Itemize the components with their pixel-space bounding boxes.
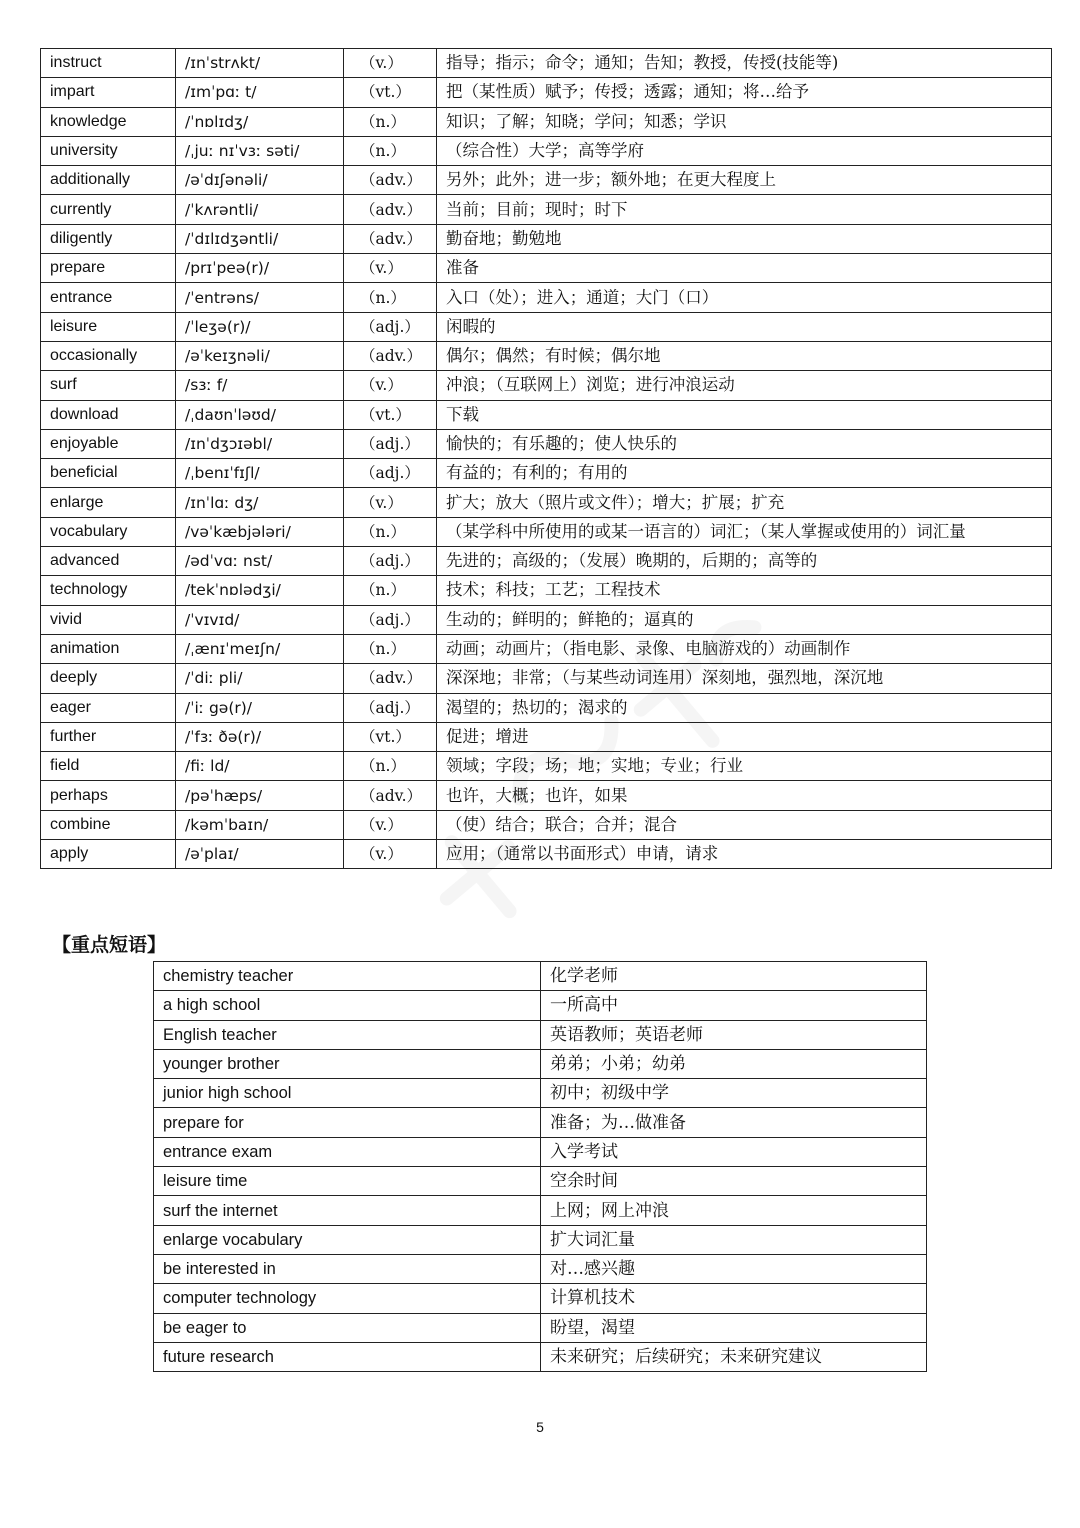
vocab-definition: 也许，大概；也许，如果 (437, 781, 1052, 810)
vocab-definition: 应用；（通常以书面形式）申请，请求 (437, 840, 1052, 869)
vocab-word: additionally (41, 166, 176, 195)
vocab-phonetic: /ˌbenɪˈfɪʃl/ (176, 459, 344, 488)
vocab-definition: 勤奋地；勤勉地 (437, 224, 1052, 253)
vocab-definition: 扩大；放大（照片或文件）；增大；扩展；扩充 (437, 488, 1052, 517)
vocab-part-of-speech: （adv.） (344, 195, 437, 224)
vocabulary-row (41, 576, 1052, 605)
vocabulary-row (41, 605, 1052, 634)
vocab-definition: 入口（处）；进入；通道；大门（口） (437, 283, 1052, 312)
vocab-definition: （使）结合；联合；合并；混合 (437, 810, 1052, 839)
phrase-english: a high school (154, 991, 541, 1020)
phrase-chinese: 英语教师；英语老师 (541, 1020, 927, 1049)
phrase-row (154, 1284, 927, 1313)
vocab-word: technology (41, 576, 176, 605)
vocab-phonetic: /ˈfɜː ðə(r)/ (176, 722, 344, 751)
phrase-row (154, 1225, 927, 1254)
phrase-row (154, 1020, 927, 1049)
vocab-phonetic: /prɪˈpeə(r)/ (176, 254, 344, 283)
phrase-chinese: 对…感兴趣 (541, 1254, 927, 1283)
vocabulary-table-body (41, 49, 1052, 869)
vocab-phonetic: /sɜː f/ (176, 371, 344, 400)
vocab-word: deeply (41, 664, 176, 693)
phrase-row (154, 1342, 927, 1371)
phrase-chinese: 准备；为…做准备 (541, 1108, 927, 1137)
vocab-definition: 愉快的；有乐趣的；使人快乐的 (437, 429, 1052, 458)
vocab-phonetic: /ˌænɪˈmeɪʃn/ (176, 634, 344, 663)
phrase-english: be eager to (154, 1313, 541, 1342)
vocab-phonetic: /ˈnɒlɪdʒ/ (176, 107, 344, 136)
vocab-phonetic: /vəˈkæbjələri/ (176, 517, 344, 546)
vocab-definition: （综合性）大学；高等学府 (437, 136, 1052, 165)
vocab-word: enlarge (41, 488, 176, 517)
vocab-part-of-speech: （adj.） (344, 312, 437, 341)
vocab-word: vocabulary (41, 517, 176, 546)
vocab-part-of-speech: （vt.） (344, 400, 437, 429)
vocabulary-row (41, 195, 1052, 224)
phrase-english: surf the internet (154, 1196, 541, 1225)
phrase-chinese: 扩大词汇量 (541, 1225, 927, 1254)
vocabulary-row (41, 488, 1052, 517)
vocabulary-row (41, 517, 1052, 546)
vocabulary-row (41, 722, 1052, 751)
vocab-part-of-speech: （v.） (344, 488, 437, 517)
vocab-definition: 先进的；高级的；（发展）晚期的，后期的；高等的 (437, 547, 1052, 576)
phrase-english: computer technology (154, 1284, 541, 1313)
vocabulary-row (41, 371, 1052, 400)
vocab-phonetic: /ˈvɪvɪd/ (176, 605, 344, 634)
vocab-part-of-speech: （v.） (344, 840, 437, 869)
vocab-part-of-speech: （v.） (344, 810, 437, 839)
phrase-chinese: 化学老师 (541, 962, 927, 991)
vocab-word: apply (41, 840, 176, 869)
phrase-chinese: 入学考试 (541, 1137, 927, 1166)
vocab-phonetic: /fiː ld/ (176, 752, 344, 781)
vocab-part-of-speech: （n.） (344, 634, 437, 663)
vocabulary-row (41, 781, 1052, 810)
phrases-table-body (154, 962, 927, 1372)
vocab-word: advanced (41, 547, 176, 576)
vocabulary-row (41, 78, 1052, 107)
vocab-word: beneficial (41, 459, 176, 488)
phrase-row (154, 1079, 927, 1108)
vocabulary-row (41, 459, 1052, 488)
vocab-part-of-speech: （adv.） (344, 166, 437, 195)
vocab-phonetic: /ɪmˈpɑː t/ (176, 78, 344, 107)
phrase-row (154, 991, 927, 1020)
vocab-phonetic: /əˈdɪʃənəli/ (176, 166, 344, 195)
phrase-english: leisure time (154, 1167, 541, 1196)
phrase-english: English teacher (154, 1020, 541, 1049)
vocab-part-of-speech: （adj.） (344, 547, 437, 576)
phrases-table (153, 961, 927, 1372)
vocabulary-row (41, 664, 1052, 693)
vocab-part-of-speech: （n.） (344, 752, 437, 781)
vocab-definition: 有益的；有利的；有用的 (437, 459, 1052, 488)
vocab-word: entrance (41, 283, 176, 312)
vocab-phonetic: /ˌdaʊnˈləʊd/ (176, 400, 344, 429)
vocab-phonetic: /pəˈhæps/ (176, 781, 344, 810)
phrase-row (154, 1137, 927, 1166)
vocab-definition: 指导；指示；命令；通知；告知；教授，传授(技能等) (437, 49, 1052, 78)
vocab-word: diligently (41, 224, 176, 253)
vocabulary-row (41, 634, 1052, 663)
vocab-word: download (41, 400, 176, 429)
vocab-phonetic: /ˈentrəns/ (176, 283, 344, 312)
vocab-word: combine (41, 810, 176, 839)
vocab-definition: 领域；字段；场；地；实地；专业；行业 (437, 752, 1052, 781)
vocab-part-of-speech: （adj.） (344, 429, 437, 458)
vocab-phonetic: /ˌjuː nɪˈvɜː səti/ (176, 136, 344, 165)
vocab-word: perhaps (41, 781, 176, 810)
phrase-english: prepare for (154, 1108, 541, 1137)
vocab-part-of-speech: （adv.） (344, 224, 437, 253)
vocab-word: field (41, 752, 176, 781)
vocab-phonetic: /ɪnˈlɑː dʒ/ (176, 488, 344, 517)
vocab-definition: 渴望的；热切的；渴求的 (437, 693, 1052, 722)
vocab-word: eager (41, 693, 176, 722)
vocab-word: university (41, 136, 176, 165)
vocabulary-row (41, 166, 1052, 195)
phrase-row (154, 1254, 927, 1283)
vocab-word: instruct (41, 49, 176, 78)
vocab-word: currently (41, 195, 176, 224)
vocabulary-row (41, 49, 1052, 78)
vocabulary-row (41, 224, 1052, 253)
vocab-phonetic: /tekˈnɒlədʒi/ (176, 576, 344, 605)
vocab-word: animation (41, 634, 176, 663)
vocab-phonetic: /əˈkeɪʒnəli/ (176, 341, 344, 370)
vocab-part-of-speech: （vt.） (344, 722, 437, 751)
vocab-phonetic: /ˈkʌrəntli/ (176, 195, 344, 224)
phrase-chinese: 弟弟；小弟；幼弟 (541, 1049, 927, 1078)
vocabulary-row (41, 136, 1052, 165)
vocab-definition: 另外；此外；进一步；额外地；在更大程度上 (437, 166, 1052, 195)
page-number: 5 (536, 1419, 544, 1435)
phrase-row (154, 962, 927, 991)
vocab-word: enjoyable (41, 429, 176, 458)
vocab-part-of-speech: （n.） (344, 576, 437, 605)
phrase-row (154, 1167, 927, 1196)
vocab-phonetic: /ˈleʒə(r)/ (176, 312, 344, 341)
vocab-phonetic: /ˈdɪlɪdʒəntli/ (176, 224, 344, 253)
phrase-row (154, 1196, 927, 1225)
vocab-part-of-speech: （v.） (344, 254, 437, 283)
vocab-part-of-speech: （v.） (344, 371, 437, 400)
vocab-definition: 知识；了解；知晓；学问；知悉；学识 (437, 107, 1052, 136)
phrase-english: younger brother (154, 1049, 541, 1078)
vocab-word: vivid (41, 605, 176, 634)
phrase-row (154, 1313, 927, 1342)
vocab-word: further (41, 722, 176, 751)
vocabulary-row (41, 429, 1052, 458)
vocabulary-row (41, 840, 1052, 869)
vocab-definition: 深深地；非常；（与某些动词连用）深刻地，强烈地，深沉地 (437, 664, 1052, 693)
vocabulary-row (41, 400, 1052, 429)
vocab-part-of-speech: （n.） (344, 283, 437, 312)
phrase-chinese: 盼望，渴望 (541, 1313, 927, 1342)
vocab-part-of-speech: （adv.） (344, 664, 437, 693)
vocab-phonetic: /ˈdiː pli/ (176, 664, 344, 693)
vocab-definition: 下载 (437, 400, 1052, 429)
vocab-part-of-speech: （adv.） (344, 341, 437, 370)
vocab-part-of-speech: （adj.） (344, 693, 437, 722)
vocab-word: occasionally (41, 341, 176, 370)
vocab-word: leisure (41, 312, 176, 341)
phrase-row (154, 1049, 927, 1078)
vocab-word: prepare (41, 254, 176, 283)
phrase-english: entrance exam (154, 1137, 541, 1166)
vocab-part-of-speech: （adj.） (344, 605, 437, 634)
vocab-definition: （某学科中所使用的或某一语言的）词汇；（某人掌握或使用的）词汇量 (437, 517, 1052, 546)
vocab-definition: 闲暇的 (437, 312, 1052, 341)
phrases-section-title: 【重点短语】 (52, 934, 167, 956)
vocabulary-row (41, 341, 1052, 370)
vocabulary-row (41, 312, 1052, 341)
phrase-english: chemistry teacher (154, 962, 541, 991)
vocab-part-of-speech: （adv.） (344, 781, 437, 810)
vocab-part-of-speech: （n.） (344, 136, 437, 165)
vocabulary-row (41, 547, 1052, 576)
vocab-definition: 生动的；鲜明的；鲜艳的；逼真的 (437, 605, 1052, 634)
vocabulary-table (40, 48, 1052, 869)
vocab-part-of-speech: （vt.） (344, 78, 437, 107)
vocab-definition: 技术；科技；工艺；工程技术 (437, 576, 1052, 605)
vocab-definition: 动画；动画片；（指电影、录像、电脑游戏的）动画制作 (437, 634, 1052, 663)
phrase-chinese: 未来研究；后续研究；未来研究建议 (541, 1342, 927, 1371)
phrase-chinese: 计算机技术 (541, 1284, 927, 1313)
vocabulary-row (41, 107, 1052, 136)
vocab-word: impart (41, 78, 176, 107)
vocab-definition: 准备 (437, 254, 1052, 283)
vocabulary-row (41, 254, 1052, 283)
vocab-phonetic: /ədˈvɑː nst/ (176, 547, 344, 576)
vocabulary-row (41, 693, 1052, 722)
vocab-phonetic: /əˈplaɪ/ (176, 840, 344, 869)
phrase-row (154, 1108, 927, 1137)
vocab-part-of-speech: （adj.） (344, 459, 437, 488)
vocabulary-row (41, 752, 1052, 781)
phrase-chinese: 上网；网上冲浪 (541, 1196, 927, 1225)
vocab-part-of-speech: （n.） (344, 517, 437, 546)
vocabulary-row (41, 810, 1052, 839)
phrase-chinese: 一所高中 (541, 991, 927, 1020)
vocab-phonetic: /kəmˈbaɪn/ (176, 810, 344, 839)
phrase-english: be interested in (154, 1254, 541, 1283)
vocab-phonetic: /ˈiː gə(r)/ (176, 693, 344, 722)
vocab-part-of-speech: （n.） (344, 107, 437, 136)
phrase-english: future research (154, 1342, 541, 1371)
vocab-definition: 把（某性质）赋予；传授；透露；通知；将…给予 (437, 78, 1052, 107)
vocab-word: knowledge (41, 107, 176, 136)
phrase-chinese: 初中；初级中学 (541, 1079, 927, 1108)
vocab-definition: 冲浪；（互联网上）浏览；进行冲浪运动 (437, 371, 1052, 400)
vocab-definition: 当前；目前；现时；时下 (437, 195, 1052, 224)
vocab-word: surf (41, 371, 176, 400)
vocab-definition: 促进；增进 (437, 722, 1052, 751)
phrase-english: junior high school (154, 1079, 541, 1108)
phrase-english: enlarge vocabulary (154, 1225, 541, 1254)
vocab-phonetic: /ɪnˈdʒɔɪəbl/ (176, 429, 344, 458)
vocab-part-of-speech: （v.） (344, 49, 437, 78)
vocabulary-row (41, 283, 1052, 312)
vocab-phonetic: /ɪnˈstrʌkt/ (176, 49, 344, 78)
vocab-definition: 偶尔；偶然；有时候；偶尔地 (437, 341, 1052, 370)
phrase-chinese: 空余时间 (541, 1167, 927, 1196)
